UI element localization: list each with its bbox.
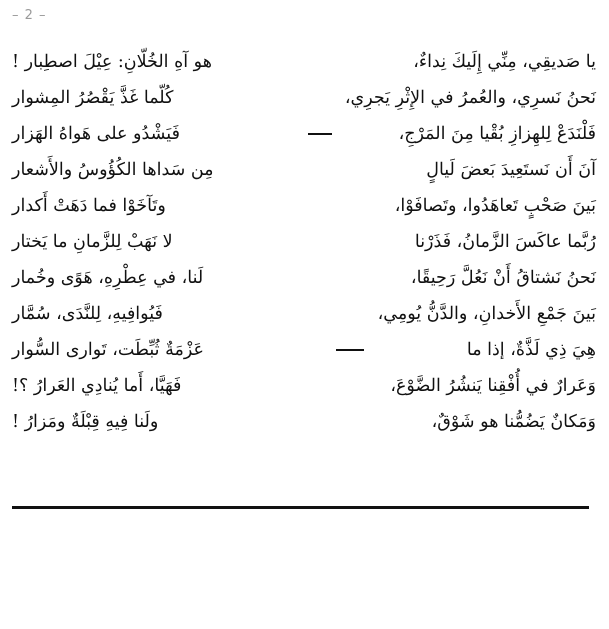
verse-first-hemistich: نَحنُ نَسرِي، والعُمرُ في الإِثْرِ يَجرِي، (344, 88, 596, 108)
verse-first-hemistich: هِيَ ذِي لَذَّةٌ، إذا ما (466, 340, 596, 360)
verse-second-hemistich: فَيَشْدُو على هَواهُ الهَزار (12, 124, 180, 144)
horizontal-rule (12, 506, 589, 509)
verse (12, 44, 596, 80)
verse-first-hemistich: نَحنُ نَشتاقُ أَنْ نَعُلَّ رَحِيقًا، (410, 268, 596, 288)
verse (12, 404, 596, 440)
verse-second-hemistich: عَزْمَةٌ ثُبِّطَت، تَوارى السُّوار (12, 340, 204, 360)
caesura-dash (308, 133, 332, 135)
verse-second-hemistich: كُلّما غَذَّ يَقْصُرُ المِشوار (12, 88, 174, 108)
verse-first-hemistich: بَينَ صَحْبٍ تَعاهَدُوا، وتَصافَوْا، (394, 196, 596, 216)
verse-first-hemistich: رُبَّما عاكَسَ الزَّمانُ، فَذَرْنا (414, 232, 596, 252)
verse (12, 116, 596, 152)
verse-first-hemistich: وَعَرارٌ في أُفْقِنا يَنشُرُ الضَّوْعَ، (390, 376, 596, 396)
verse-second-hemistich: فَهَيَّا، أَما يُنادِي العَرارُ ؟! (12, 376, 182, 396)
verse (12, 152, 596, 188)
poem (12, 44, 596, 440)
verse-second-hemistich: مِن سَداها الكُؤُوسُ والأَشعار (12, 160, 214, 180)
verse-second-hemistich: لَنا، في عِطْرِهِ، هَوًى وخُمار (12, 268, 204, 288)
verse (12, 80, 596, 116)
verse-first-hemistich: يا صَديقِي، مِنِّي إِلَيكَ نِداءٌ، (413, 52, 596, 72)
verse-first-hemistich: بَينَ جَمْعِ الأَخدانِ، والدَّنُّ يُومِي، (377, 304, 596, 324)
verse (12, 188, 596, 224)
verse-second-hemistich: لا نَهَبْ لِلزَّمانِ ما يَختار (12, 232, 173, 252)
verse-first-hemistich: فَلْنَدَعْ لِلهِزازِ بُقْيا مِنَ المَرْجِ، (398, 124, 596, 144)
verse-first-hemistich: وَمَكانٌ يَضُمُّنا هو شَوْقٌ، (431, 412, 596, 432)
verse-second-hemistich: فَيُوافِيهِ، لِلنَّدَى، سُمَّار (12, 304, 163, 324)
verse (12, 224, 596, 260)
verse-second-hemistich: وتَآخَوْا فما دَهَتْ أَكدار (12, 196, 166, 216)
verse (12, 368, 596, 404)
verse (12, 332, 596, 368)
verse-second-hemistich: ولَنا فِيهِ قِبْلَةٌ ومَزارُ ! (12, 412, 159, 432)
caesura-dash (336, 349, 364, 351)
verse (12, 296, 596, 332)
verse-first-hemistich: آنَ أَن نَستَعِيدَ بَعضَ لَيالٍ (426, 160, 596, 180)
page-number: – 2 – (12, 8, 47, 23)
verse (12, 260, 596, 296)
verse-second-hemistich: هو آهِ الخُلّانِ: عِيْلَ اصطِبار ! (12, 52, 212, 72)
